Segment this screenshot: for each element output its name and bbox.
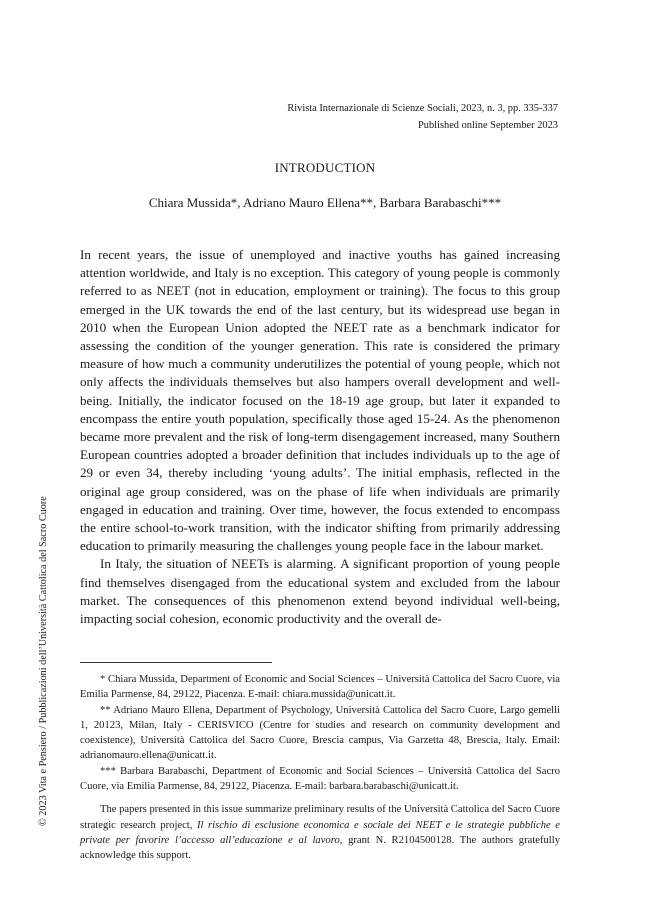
article-title: INTRODUCTION (274, 160, 376, 175)
publication-date: Published online September 2023 (418, 120, 558, 131)
footnote-ellena: ** Adriano Mauro Ellena, Department of Psychology, Università Cattolica del Sacro Cuore, Largo gemelli 1, 20123, Milan, Italy - CERISVICO (Centre for studies and research on community development and coexistence), Università Cattolica del Sacro Cuore, Brescia campus, Via Garzetta 48, Brescia, Italy. Email: adrianomauro.ellena@unicatt.it. (80, 704, 560, 762)
side-copyright: © 2023 Vita e Pensiero / Pubblicazioni dell’Università Cattolica del Sacro Cuore (38, 496, 49, 826)
footnote-barabaschi: *** Barbara Barabaschi, Department of Economic and Social Sciences – Università Cattolica del Sacro Cuore, via Emilia Parmense, 84, 29122, Piacenza. E-mail: barbara.barabaschi@unicatt.it. (80, 765, 560, 793)
body-paragraph-1: In recent years, the issue of unemployed and inactive youths has gained increasing attention worldwide, and Italy is no exception. This category of young people is commonly referred to as NEET (not in education, employment or training). The focus to this group emerged in the UK towards the end of the last century, but its widespread use began in 2010 when the European Union adopted the NEET rate as a benchmark indicator for assessing the condition of the younger generation. This rate is considered the primary measure of how much a community underutilizes the potential of young people, which not only affects the individuals themselves but also hampers overall development and well-being. Initially, the indicator focused on the 18-19 age group, but later it expanded to encompass the entire youth population, specifically those aged 15-24. As the phenomenon became more prevalent and the risk of long-term disengagement increased, many Southern European countries adopted a broader definition that includes individuals up to the age of 29 or even 34, thereby including ‘young adults’. The initial emphasis, reflected in the original age group considered, was on the phase of life when individuals are primarily engaged in education and training. Over time, however, the focus extended to encompass the entire school-to-work transition, with the indicator shifting from primarily addressing education to primarily measuring the challenges young people face in the labour market. (80, 247, 560, 554)
footnote-divider (80, 662, 272, 663)
footnotes (80, 672, 560, 864)
body-paragraph-2: In Italy, the situation of NEETs is alarming. A significant proportion of young people find themselves disengaged from the educational system and excluded from the labour market. The consequences of this phenomenon extend beyond individual well-being, impacting social cohesion, economic productivity and the overall de- (80, 556, 560, 627)
funding-note-end: , grant N. R2104500128. The authors gratefully acknowledge this support. (80, 834, 560, 862)
running-header (287, 100, 558, 134)
footnote-mussida: * Chiara Mussida, Department of Economic and Social Sciences – Università Cattolica del Sacro Cuore, via Emilia Parmense, 84, 29122, Piacenza. E-mail: chiara.mussida@unicatt.it. (80, 674, 560, 701)
funding-note-start: The papers presented in this issue summarize preliminary results of the Università Cattolica del Sacro Cuore strategic research project, (80, 804, 560, 831)
project-title: Il rischio di esclusione economica e sociale dei NEET e le strategie pubbliche e private per favorire l’accesso all’educazione e al lavoro (80, 819, 560, 846)
funding-note (80, 802, 560, 863)
author-list: Chiara Mussida*, Adriano Mauro Ellena**, Barbara Barabaschi*** (148, 195, 502, 210)
journal-citation: Rivista Internazionale di Scienze Sociali, 2023, n. 3, pp. 335-337 (287, 103, 558, 114)
article-body (80, 246, 560, 628)
